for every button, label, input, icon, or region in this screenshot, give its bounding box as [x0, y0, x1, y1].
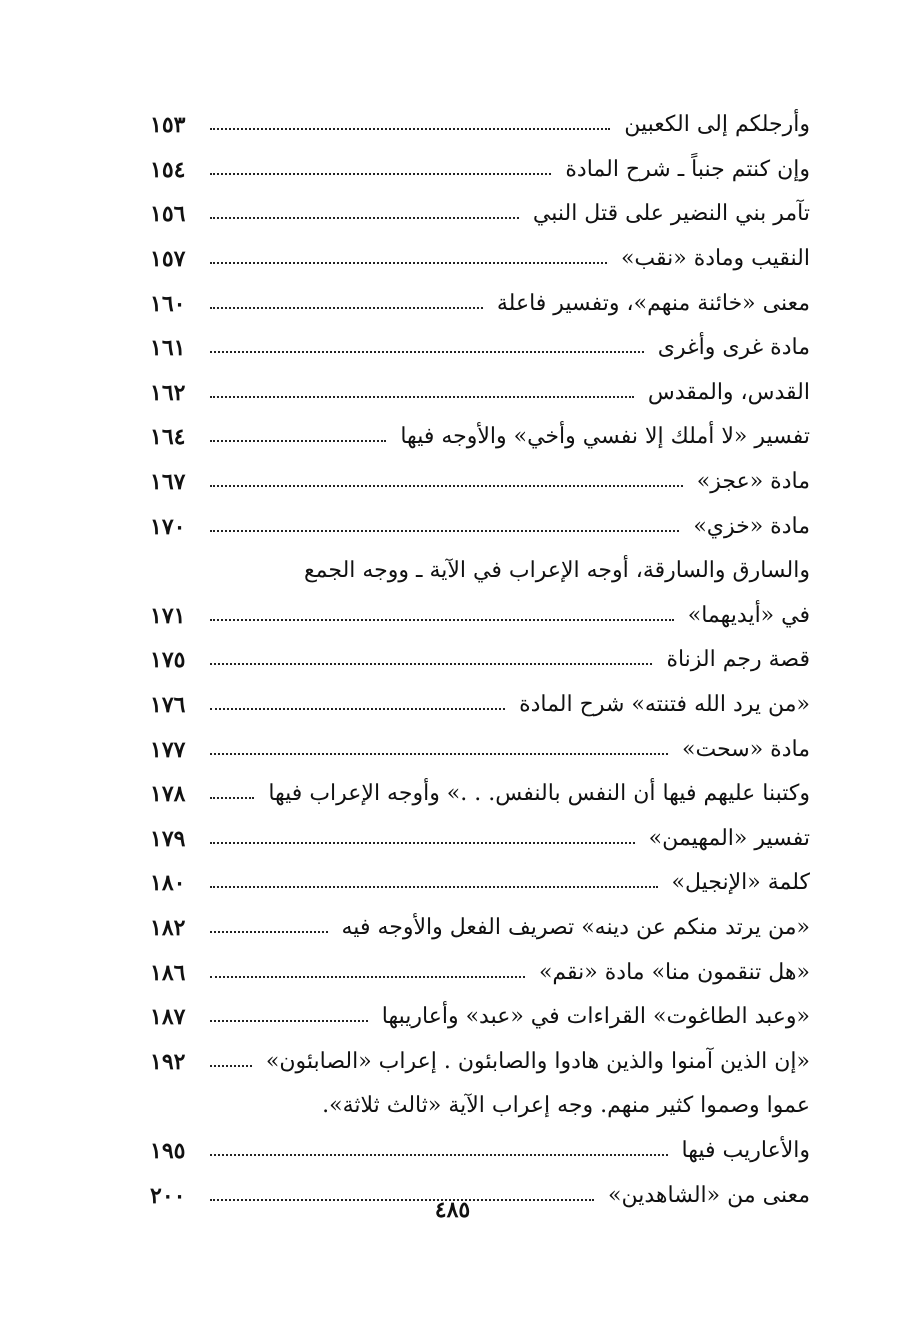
toc-entry — [150, 727, 810, 772]
toc-entry — [150, 906, 810, 951]
entry-page-number: ١٦١ — [150, 335, 186, 362]
toc-entry — [150, 460, 810, 505]
dot-leader — [210, 976, 525, 978]
entry-title: مادة «خزي» — [693, 513, 810, 539]
entry-page-number: ١٥٣ — [150, 112, 186, 139]
dot-leader — [210, 485, 683, 487]
dot-leader — [210, 262, 607, 264]
dot-leader — [210, 619, 674, 621]
entry-title: عموا وصموا كثير منهم. وجه إعراب الآية «ثالث ثلاثة». — [322, 1093, 810, 1119]
entry-title: «هل تنقمون منا» مادة «نقم» — [538, 959, 810, 985]
dot-leader — [210, 128, 610, 130]
entry-title: «من يرتد منكم عن دينه» تصريف الفعل والأوجه فيه — [341, 914, 810, 940]
dot-leader — [210, 1065, 252, 1067]
entry-title: تآمر بني النضير على قتل النبي — [532, 201, 810, 227]
entry-page-number: ١٨٦ — [150, 959, 186, 986]
entry-page-number: ١٧٨ — [150, 781, 186, 808]
entry-page-number: ١٦٤ — [150, 424, 186, 451]
toc-entry — [150, 861, 810, 906]
toc-entry — [150, 1129, 810, 1174]
dot-leader — [210, 663, 652, 665]
toc-entry — [150, 192, 810, 237]
entry-page-number: ١٨٠ — [150, 870, 186, 897]
dot-leader — [210, 307, 483, 309]
dot-leader — [210, 886, 658, 888]
entry-page-number: ١٧٠ — [150, 513, 186, 540]
dot-leader — [210, 842, 635, 844]
dot-leader — [210, 440, 386, 442]
entry-page-number: ١٨٢ — [150, 914, 186, 941]
dot-leader — [210, 753, 668, 755]
toc-entry — [150, 415, 810, 460]
entry-title: مادة غرى وأغرى — [657, 335, 810, 361]
entry-title: قصة رجم الزناة — [666, 647, 810, 673]
dot-leader — [210, 1020, 368, 1022]
entry-title: وكتبنا عليهم فيها أن النفس بالنفس. . .» وأوجه الإعراب فيها — [268, 781, 810, 807]
toc-entry — [150, 326, 810, 371]
entry-title: والسارق والسارقة، أوجه الإعراب في الآية ـ ووجه الجمع — [303, 558, 810, 584]
toc-entry — [150, 1039, 810, 1084]
toc-entry — [150, 772, 810, 817]
toc-entry — [150, 371, 810, 416]
dot-leader — [210, 931, 328, 933]
toc-entry — [150, 237, 810, 282]
toc-entry — [150, 638, 810, 683]
page-number-footer: ٤٨٥ — [434, 1197, 471, 1223]
dot-leader — [210, 1154, 668, 1156]
dot-leader — [210, 351, 644, 353]
entry-page-number: ١٧٦ — [150, 692, 186, 719]
entry-title: والأعاريب فيها — [681, 1137, 810, 1163]
entry-page-number: ١٥٦ — [150, 201, 186, 228]
dot-leader — [210, 530, 679, 532]
toc-entry — [150, 683, 810, 728]
entry-title: وأرجلكم إلى الكعبين — [624, 112, 810, 138]
entry-title: «إن الذين آمنوا والذين هادوا والصابئون . إعراب «الصابئون» — [265, 1048, 810, 1074]
entry-title: معنى «خائنة منهم»، وتفسير فاعلة — [496, 290, 810, 316]
dot-leader — [210, 217, 519, 219]
entry-title: وإن كنتم جنباً ـ شرح المادة — [565, 156, 810, 182]
entry-page-number: ١٦٠ — [150, 290, 186, 317]
dot-leader — [210, 173, 551, 175]
entry-title: مادة «سحت» — [682, 736, 810, 762]
toc-entry — [150, 504, 810, 549]
entry-page-number: ١٩٢ — [150, 1048, 186, 1075]
entry-title: مادة «عجز» — [696, 469, 810, 495]
entry-page-number: ١٧١ — [150, 602, 186, 629]
entry-page-number: ١٧٥ — [150, 647, 186, 674]
entry-page-number: ١٧٩ — [150, 825, 186, 852]
toc-entry — [150, 281, 810, 326]
entry-page-number: ١٨٧ — [150, 1004, 186, 1031]
entry-title: القدس، والمقدس — [647, 379, 810, 405]
entry-title: كلمة «الإنجيل» — [671, 870, 810, 896]
toc-entry — [150, 817, 810, 862]
entry-title: النقيب ومادة «نقب» — [620, 246, 810, 272]
entry-page-number: ١٦٧ — [150, 469, 186, 496]
entry-page-number: ١٥٤ — [150, 156, 186, 183]
entry-page-number: ١٧٧ — [150, 736, 186, 763]
entry-title: تفسير «لا أملك إلا نفسي وأخي» والأوجه فيها — [400, 424, 810, 450]
entry-title: «وعبد الطاغوت» القراءات في «عبد» وأعاريبها — [381, 1004, 810, 1030]
entry-page-number: ٢٠٠ — [150, 1182, 186, 1209]
dot-leader — [210, 797, 254, 799]
entry-page-number: ١٦٢ — [150, 379, 186, 406]
toc-entry — [150, 950, 810, 995]
toc-entry — [150, 594, 810, 639]
table-of-contents — [150, 103, 810, 1218]
toc-entry-continued — [150, 549, 810, 594]
entry-page-number: ١٩٥ — [150, 1137, 186, 1164]
entry-title: في «أيديهما» — [687, 602, 810, 628]
entry-title: تفسير «المهيمن» — [648, 825, 810, 851]
toc-entry — [150, 995, 810, 1040]
entry-title: معنى من «الشاهدين» — [608, 1182, 810, 1208]
entry-page-number: ١٥٧ — [150, 246, 186, 273]
toc-entry — [150, 148, 810, 193]
entry-title: «من يرد الله فتنته» شرح المادة — [519, 692, 810, 718]
dot-leader — [210, 708, 505, 710]
dot-leader — [210, 396, 634, 398]
toc-entry-continued — [150, 1084, 810, 1129]
toc-entry — [150, 103, 810, 148]
